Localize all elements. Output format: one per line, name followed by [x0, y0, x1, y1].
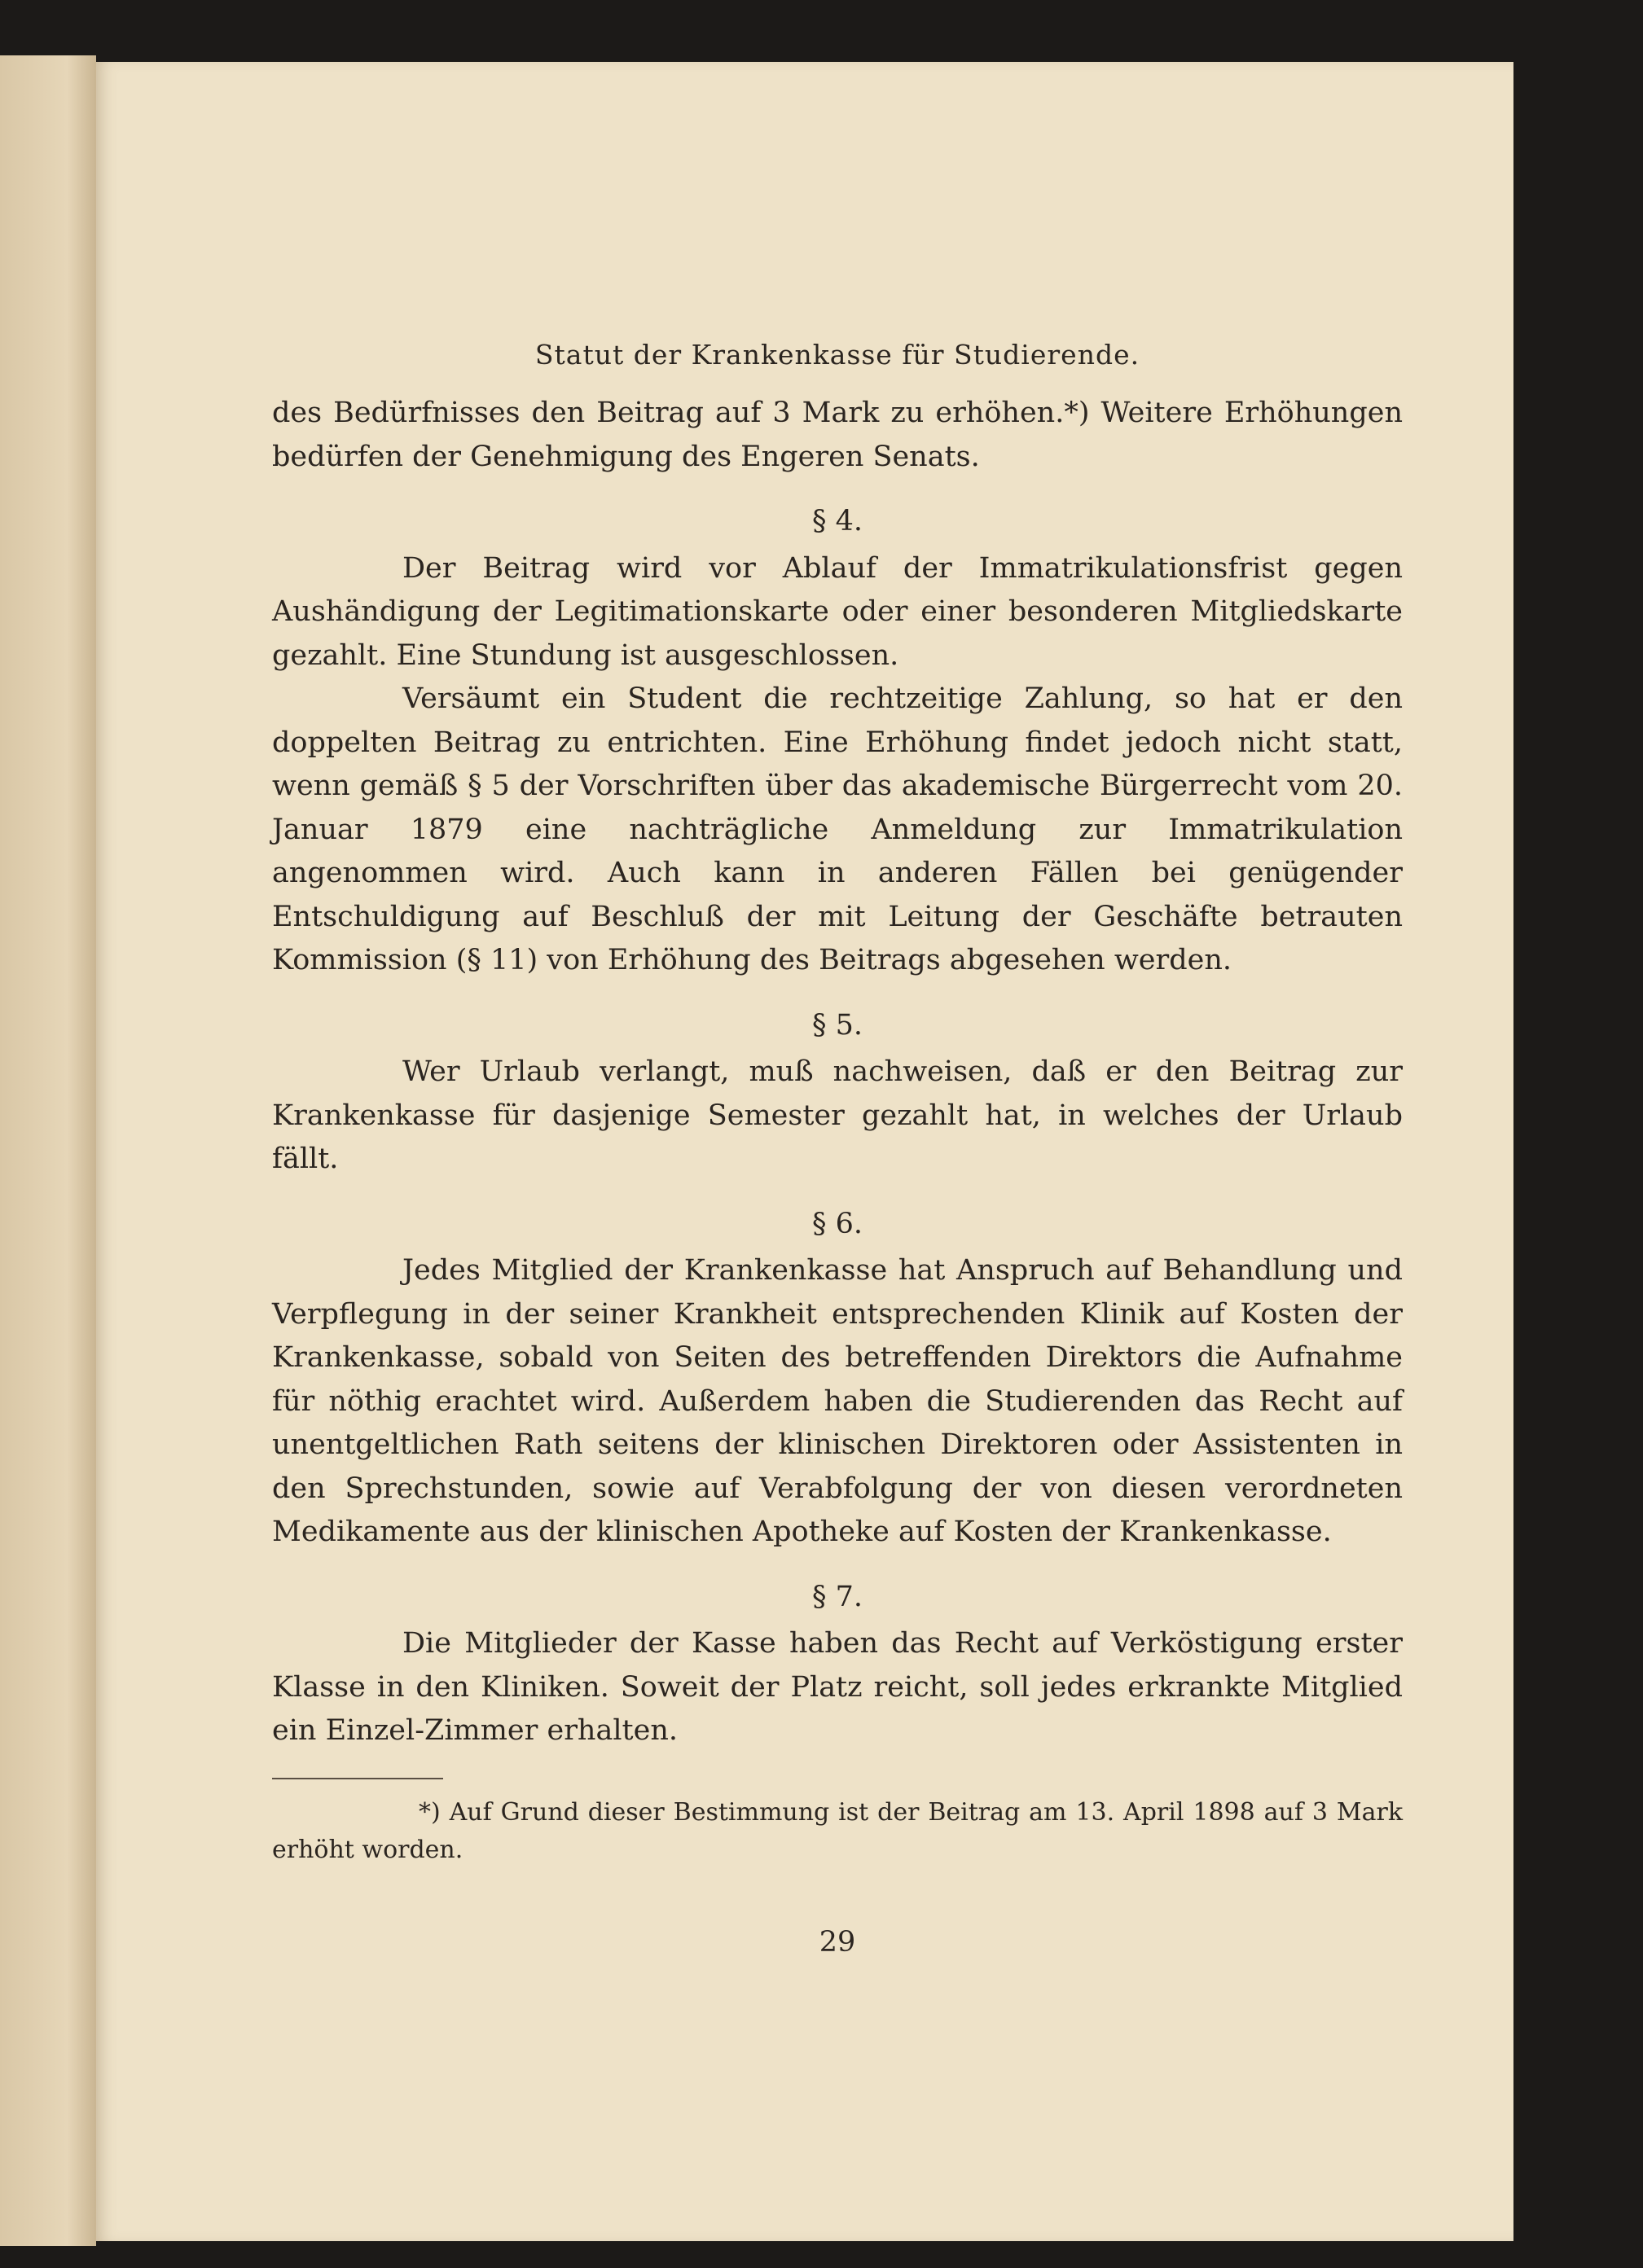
section-heading: § 5. — [811, 1008, 863, 1042]
book-spine-edge — [0, 55, 96, 2246]
section-6 — [272, 1203, 1403, 1555]
section-heading: § 6. — [811, 1207, 863, 1240]
section-7 — [272, 1576, 1403, 1753]
paragraph: Der Beitrag wird vor Ablauf der Immatrikulationsfrist gegen Aushändigung der Legitimationskarte oder einer besonderen Mitgliedskarte gezahlt. Eine Stundung ist ausgeschlossen. — [272, 551, 1403, 672]
section-4 — [272, 500, 1403, 983]
paragraph: Die Mitglieder der Kasse haben das Recht auf Verköstigung erster Klasse in den Kliniken. Soweit der Platz reicht, soll jedes erkrankte Mitglied ein Einzel-Zimmer erhalten. — [272, 1627, 1403, 1747]
footnote-divider — [272, 1778, 443, 1779]
paragraph: Wer Urlaub verlangt, muß nachweisen, daß er den Beitrag zur Krankenkasse für dasjenige Semester gezahlt hat, in welches der Urlaub fällt. — [272, 1055, 1403, 1175]
page-text-block — [272, 339, 1403, 1959]
book-page — [96, 62, 1513, 2241]
page-number: 29 — [819, 1925, 856, 1959]
paragraph: Versäumt ein Student die rechtzeitige Zahlung, so hat er den doppelten Beitrag zu entrichten. Eine Erhöhung findet jedoch nicht statt, wenn gemäß § 5 der Vorschriften über das akademische Bürgerrecht vom 20. Januar 1879 eine nachträgliche Anmeldung zur Immatrikulation angenommen wird. Auch kann in anderen Fällen bei genügender Entschuldigung auf Beschluß der mit Leitung der Geschäfte betrauten Kommission (§ 11) von Erhöhung des Beitrags abgesehen werden. — [272, 682, 1403, 976]
paragraph: Jedes Mitglied der Krankenkasse hat Anspruch auf Behandlung und Verpflegung in der seiner Krankheit entsprechenden Klinik auf Kosten der Krankenkasse, sobald von Seiten des betreffenden Direktors die Aufnahme für nöthig erachtet wird. Außerdem haben die Studierenden das Recht auf unentgeltlichen Rath seitens der klinischen Direktoren oder Assistenten in den Sprechstunden, sowie auf Verabfolgung der von diesen verordneten Medikamente aus der klinischen Apotheke auf Kosten der Krankenkasse. — [272, 1254, 1403, 1548]
running-head: Statut der Krankenkasse für Studierende. — [534, 339, 1140, 371]
section-heading: § 4. — [811, 505, 863, 537]
section-5 — [272, 1004, 1403, 1182]
footnote: *) Auf Grund dieser Bestimmung ist der Beitrag am 13. April 1898 auf 3 Mark erhöht worden. — [272, 1797, 1403, 1864]
continuation-paragraph: des Bedürfnisses den Beitrag auf 3 Mark zu erhöhen.*) Weitere Erhöhungen bedürfen der Genehmigung des Engeren Senats. — [272, 397, 1403, 473]
section-heading: § 7. — [811, 1580, 863, 1613]
